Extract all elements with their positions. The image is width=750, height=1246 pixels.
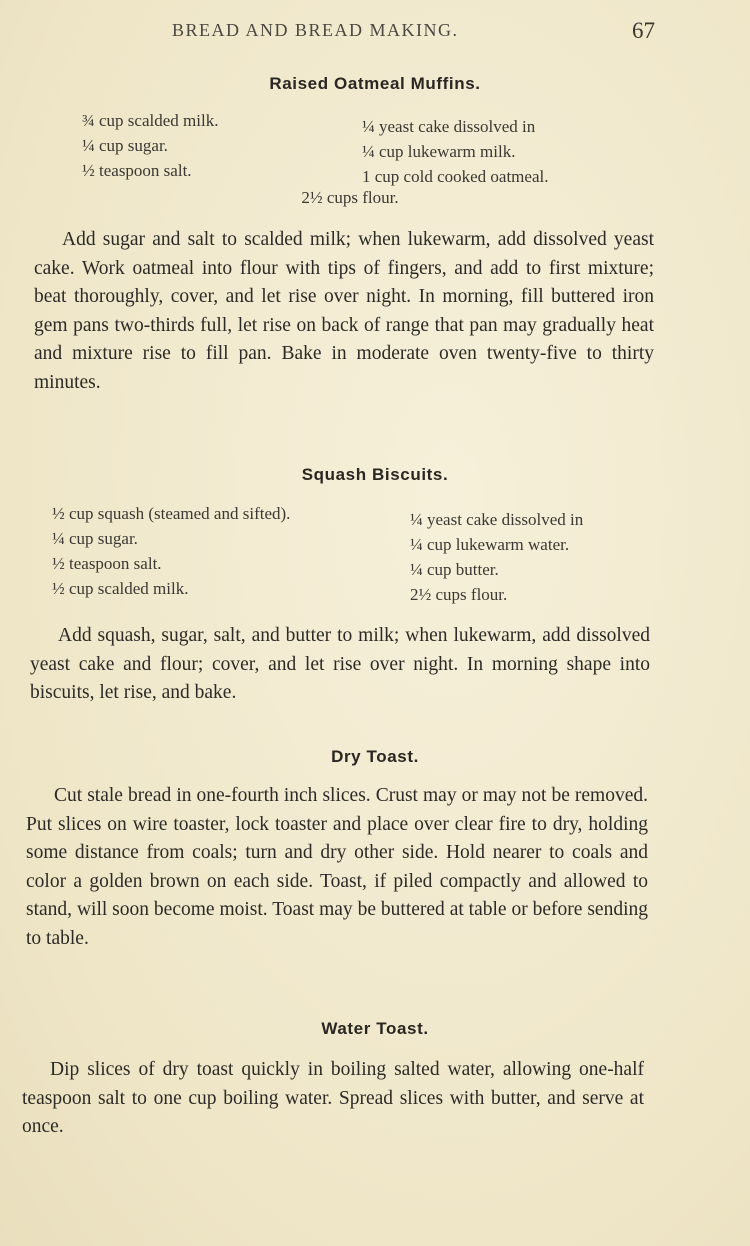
recipe-title-squash-biscuits: Squash Biscuits. [301, 465, 449, 484]
ingredients-right-oatmeal-muffins [362, 114, 548, 189]
ingredients-left-squash-biscuits [52, 501, 290, 601]
ingredient-item: ¼ cup lukewarm water. [410, 535, 570, 554]
page-number: 67 [632, 18, 655, 43]
recipe-title-raised-oatmeal-muffins: Raised Oatmeal Muffins. [269, 74, 481, 93]
ingredient-item: ¼ yeast cake dissolved in [410, 510, 584, 529]
ingredient-item: ½ teaspoon salt. [82, 161, 192, 180]
recipe-directions-squash-biscuits: Add squash, sugar, salt, and butter to milk; when lukewarm, add dissolved yeast cake and flour; cover, and let rise over night. In morning shape into biscuits, let rise, and bake. [30, 625, 650, 704]
ingredients-right-squash-biscuits [410, 507, 583, 607]
running-head: BREAD AND BREAD MAKING. [172, 20, 459, 40]
recipe-directions-oatmeal-muffins: Add sugar and salt to scalded milk; when lukewarm, add dissolved yeast cake. Work oatmeal into flour with tips of fingers, and add to first mixture; beat thoroughly, cover, and let rise over night. In morning, fill buttered iron gem pans two-thirds full, let rise on back of range that pan may gradually heat and mixture rise to fill pan. Bake in moderate oven twenty-five to thirty minutes. [34, 229, 654, 393]
ingredient-item: ½ cup squash (steamed and sifted). [52, 504, 291, 523]
ingredient-item: ¾ cup scalded milk. [82, 111, 219, 130]
page-header [0, 14, 750, 50]
ingredient-item: ¼ cup butter. [410, 560, 499, 579]
recipe-directions-water-toast: Dip slices of dry toast quickly in boiling salted water, allowing one-half teaspoon salt to one cup boiling water. Spread slices with butter, and serve at once. [22, 1059, 644, 1138]
recipe-directions-dry-toast: Cut stale bread in one-fourth inch slices. Crust may or may not be removed. Put slices on wire toaster, lock toaster and place over clear fire to dry, holding some distance from coals; turn and dry other side. Hold nearer to coals and color a golden brown on each side. Toast, if piled compactly and allowed to stand, will soon become moist. Toast may be buttered at table or before sending to table. [26, 785, 648, 949]
recipe-title-dry-toast: Dry Toast. [331, 747, 419, 766]
ingredient-item: ½ cup scalded milk. [52, 579, 189, 598]
ingredient-item: ¼ cup lukewarm milk. [362, 142, 516, 161]
ingredient-item: ¼ yeast cake dissolved in [362, 117, 536, 136]
ingredient-item: 2½ cups flour. [410, 585, 508, 604]
ingredient-item: ¼ cup sugar. [82, 136, 168, 155]
ingredient-item: ½ teaspoon salt. [52, 554, 162, 573]
ingredient-item-centered: 2½ cups flour. [301, 188, 399, 207]
recipe-title-water-toast: Water Toast. [321, 1019, 429, 1038]
ingredient-item: 1 cup cold cooked oatmeal. [362, 167, 549, 186]
ingredients-left-oatmeal-muffins [82, 108, 218, 183]
ingredient-item: ¼ cup sugar. [52, 529, 138, 548]
